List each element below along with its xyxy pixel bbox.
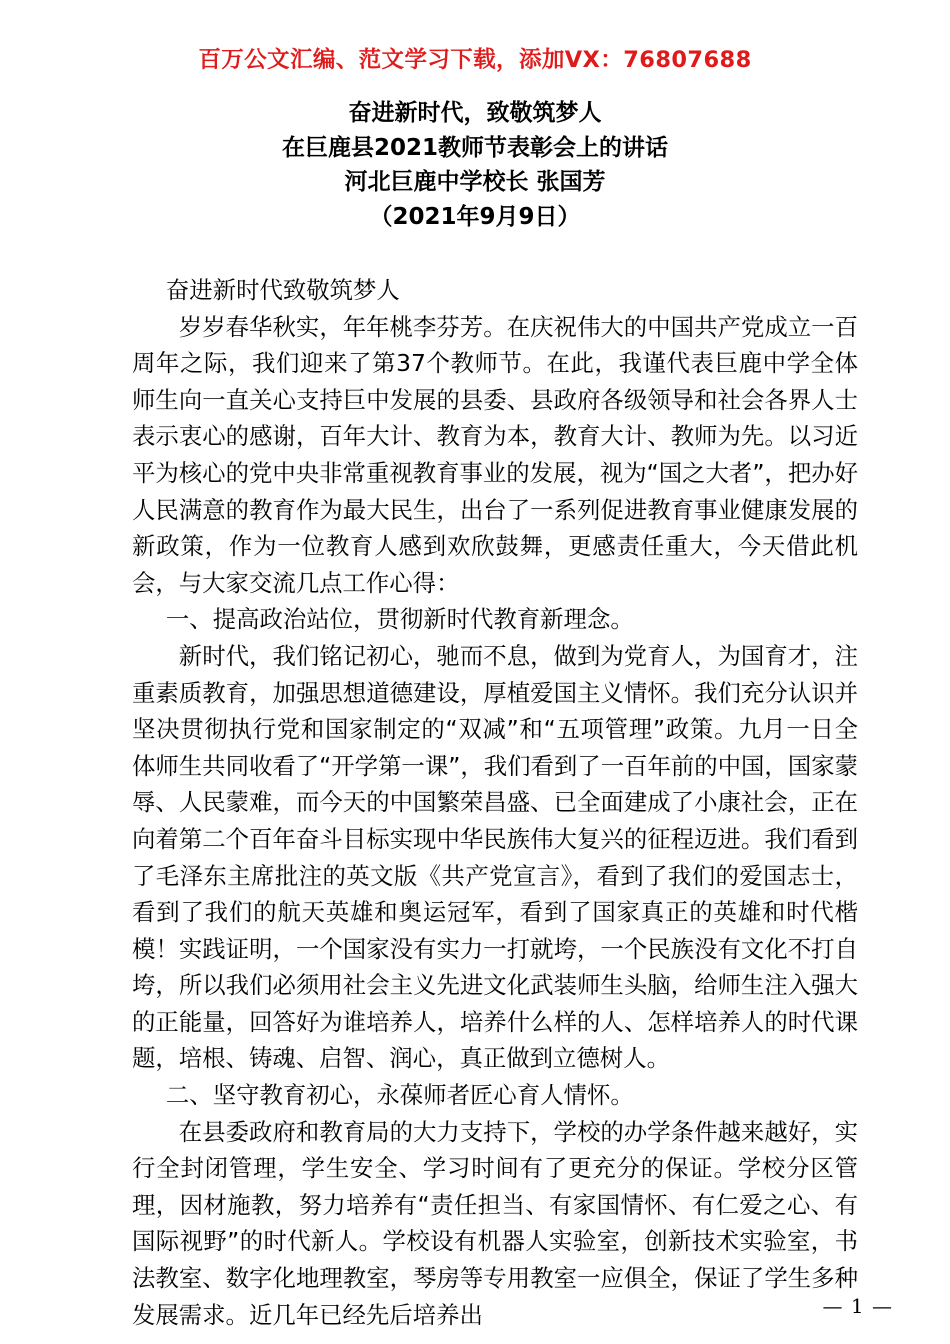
page-number: — 1 — (822, 1294, 893, 1318)
body-paragraph: 岁岁春华秋实，年年桃李芬芳。在庆祝伟大的中国共产党成立一百周年之际，我们迎来了第37个教师节。在此，我谨代表巨鹿中学全体师生向一直关心支持巨中发展的县委、县政府各级领导和社会各界人士表示衷心的感谢，百年大计、教育为本，教育大计、教师为先。以习近平为核心的党中央非常重视教育事业的发展，视为“国之大者”，把办好人民满意的教育作为最大民生，出台了一系列促进教育事业健康发展的新政策，作为一位教育人感到欢欣鼓舞，更感责任重大，今天借此机会，与大家交流几点工作心得： (132, 312, 858, 597)
body-paragraph: 在县委政府和教育局的大力支持下，学校的办学条件越来越好，实行全封闭管理，学生安全、学习时间有了更充分的保证。学校分区管理，因材施教，努力培养有“责任担当、有家国情怀、有仁爱之心、有国际视野”的时代新人。学校设有机器人实验室，创新技术实验室，书法教室、数字化地理教室，琴房等专用教室一应俱全，保证了学生多种发展需求。近几年已经先后培养出 (132, 1117, 858, 1329)
promo-header-text: 百万公文汇编、范文学习下载，添加VX：76807688 (198, 47, 752, 73)
document-body (132, 272, 858, 1333)
document-title-block (0, 96, 950, 234)
title-line-speaker: 河北巨鹿中学校长 张国芳 (344, 169, 606, 195)
page-footer (0, 1294, 950, 1318)
promo-header (0, 42, 950, 74)
title-line-occasion: 在巨鹿县2021教师节表彰会上的讲话 (281, 134, 668, 161)
title-line-date: （2021年9月9日） (369, 203, 581, 230)
title-line-main: 奋进新时代，致敬筑梦人 (348, 100, 602, 126)
body-paragraph: 新时代，我们铭记初心，驰而不息，做到为党育人，为国育才，注重素质教育，加强思想道德建设，厚植爱国主义情怀。我们充分认识并坚决贯彻执行党和国家制定的“双减”和“五项管理”政策。九月一日全体师生共同收看了“开学第一课”，我们看到了一百年前的中国，国家蒙辱、人民蒙难，而今天的中国繁荣昌盛、已全面建成了小康社会，正在向着第二个百年奋斗目标实现中华民族伟大复兴的征程迈进。我们看到了毛泽东主席批注的英文版《共产党宣言》，看到了我们的爱国志士，看到了我们的航天英雄和奥运冠军，看到了国家真正的英雄和时代楷模！实践证明，一个国家没有实力一打就垮，一个民族没有文化不打自垮，所以我们必须用社会主义先进文化武装师生头脑，给师生注入强大的正能量，回答好为谁培养人，培养什么样的人、怎样培养人的时代课题，培根、铸魂、启智、润心，真正做到立德树人。 (132, 641, 858, 1073)
body-heading-two: 二、坚守教育初心，永葆师者匠心育人情怀。 (165, 1081, 634, 1110)
body-heading-one: 一、提高政治站位，贯彻新时代教育新理念。 (165, 605, 634, 634)
body-paragraph: 奋进新时代致敬筑梦人 (165, 276, 400, 304)
